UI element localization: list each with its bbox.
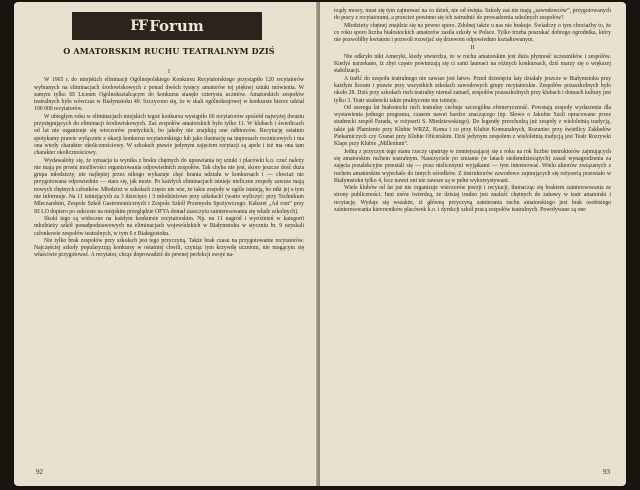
paragraph: Nie tylko brak zespołów przy szkołach jest tego przyczyną. Także brak czasu na przygotowanie recytatorów. Najczęściej szkoły popularyzują konkursy w ostatniej chwili, czyniąc tym krzywdę uczniom, nie mogącym się właściwie przygotować. A recytator, chcąc doprowadzić do pewnej perfekcji swoje na- — [34, 237, 304, 259]
paragraph: rządy mowy, musi się tym zajmować na co dzień, nie od święta. Szkoły zaś nie mają „zawodowców”, przygotowanych do pracy z recytatorami, a przecież powinno się ich zatrudnić do prowadzenia szkolnych zespołów? — [334, 8, 611, 22]
paragraph: Jedną z przyczyn tego stanu rzeczy upatruję w zmniejszającej się z roku na rok liczbie instruktorów zajmujących się amatorskim ruchem teatralnym. Nauczyciele po zmianie (w latach siedemdziesiątych) zasad wynagrodzenia za zajęcia pozalekcyjne przestali się — poza nielicznymi wyjątkami — tym interesować. Wielu aktorów związanych z ruchem amatorskim wyjechało do innych ośrodków. Z instruktorów zawodowo zajmujących się reżyserią pozostało w Białymstoku tylko 4, lecz nawet oni nie zawsze są w pełni wykorzystywani. — [334, 148, 611, 184]
article-title: O AMATORSKIM RUCHU TEATRALNYM DZIŚ — [63, 46, 275, 56]
left-page — [14, 2, 318, 486]
paragraph: W ubiegłym roku w eliminacjach miejskich tegoż konkursu wystąpiło 60 recytatorów spośród najwyżej dwustu przystępujących do eliminacji środowiskowych. Zaś zespołów amatorskich było tylko 11. W klubach i świetlicach od lat nie organizuje się wieczorów poetyckich, bo jakoby nie znajdują one odbiorców. Recytację ostatnio spotykamy prawie wyłącznie z okazji konkursu recytatorskiego lub jako ilustrację na imprezach rocznicowych i ma ona wtedy charakter okolicznościowy. W szkołach prawie jedynym zajęciem recytacji są apele i też ma ona tam charakter okolicznościowy. — [34, 113, 304, 157]
page-number: 93 — [603, 468, 610, 476]
page-number: 92 — [36, 468, 43, 476]
forum-header-title: Forum — [149, 17, 204, 35]
right-page-text — [334, 8, 611, 464]
section-number: I — [168, 69, 170, 75]
forum-header — [72, 12, 262, 40]
paragraph: Od szeregu lat białostocki ruch teatralny cechuje szczególna efemeryczność. Powstają zespoły wydarzenia dla wystawienia jednego programu, czasem nawet bardzo znaczącego (np. Słowo o Jakubie Szeli opracowane przez studencki zespół Parada, w reżyserii S. Miedziewskiego). Do legendy przechodzą już zespoły z wieloletnią tradycją, takie jak Plamienie przy Klubie WRZZ, Koma i co przy Klubie Komunalnych, Rozuniec przy świetlicy Zakładów Piekarniczych czy Granat przy Klubie Oficerskim. Dziś jedynym zespołem z wieloletnią tradycją jest Teatr Rozrywki Klaps przy Klubie „Millenium”. — [334, 104, 611, 148]
paragraph: A trafić do zespołu teatralnego nie zawsze jest łatwo. Przed dziesięciu laty działały jeszcze w Białymstoku przy każdym liceum i prawie przy wszystkich szkołach zawodowych grupy recytatorskie. Zespołów pozaszkolnych było około 28. Dziś przy szkołach ruch teatralny niemal zamarł, zespołów pozaszkolnych przy klubach i domach kultury jest tylko 3. Teatr studencki także praktycznie nie istnieje. — [334, 75, 611, 104]
paragraph: Młodzieży chętnej znajdzie się na pewno sporo. Zdolnej także u nas nie brakuje. Świadczy o tym chociażby to, że co roku sporo liczba białostockich amatorów zasila szkoły w Polsce. Tylko trzeba poszukać dobrego ogrodnika, który nie pozwoliłby kwiatom i pozwoli rozwijać się drzewom odpowiednio kształtowanym. — [334, 22, 611, 44]
paragraph: Skoki tego są widoczne na każdym konkursie recytatorskim. Np. na 11 nagród i wyróżnień w kategorii młodzieży szkół ponadpodstawowych na eliminacjach wojewódzkich w Białymstoku w styczniu br. 9 uzyskali członkowie zespołów teatralnych, w tym 6 z Białegostoku. — [34, 215, 304, 237]
section-number: II — [470, 45, 475, 52]
left-page-text — [34, 68, 304, 464]
paragraph: Wydawałoby się, że sytuacja ta wynika z braku chętnych do uprawiania tej sztuki i placówki k.o. czuć należy nie mają po prostu możliwości organizowania odpowiednich zespołów. Tak chyba nie jest, skoro jeszcze dość duża grupa młodzieży, nie najlepiej przez nikogo wykazuje chęć brania udziału w konkursach i — chociaż nie przygotowana odpowiednio — stara się, jak może. Po każdych eliminacjach istnieje nieliczne zespoły zawsze mają nowych chętnych członków. Młodzież w szkołach często nie wie, że takie zespoły w ogóle istnieją, bo nikt jej o tym nie informuje. Na 11 istniejących za 3 dziecięce i 3 młodzieżowe przy szkołach! (warto wyliczyć: przy Technikum Mleczarskim, Zespole Szkół Gastronomicznych i Zespole Szkół Przemysłu Spożywczego. Kabaret „Ad rem” przy III LO dopiero po sukcesie na miejskim przeglądzie OFTA domał zaszczytu zainteresowania się władz szkolnych). — [34, 157, 304, 215]
paragraph: W 1965 r. do miejskich eliminacji Ogólnopolskiego Konkursu Recytatorskiego przystąpiło 120 recytatorów wybranych na eliminacjach środowiskowych z ponad dwóch tysięcy amatorów tej pięknej sztuki mówienia. W samym tylko III Liceum Ogólnokształcącym do konkursu stanęło czterystu uczniów. Amatorskich zespołów teatralnych było wówczas w Białymstoku 40. Szczycono się, że w skali ogólnokrajowej w konkursie bierze udział 100 000 recytatorów. — [34, 77, 304, 113]
right-page — [320, 2, 626, 486]
forum-logo-mark: FF — [130, 18, 147, 34]
paragraph: Wiele klubów od lat już nie organizuje wieczorów poezji i recytacji, tłumacząc się brakiem zainteresowania ze strony publiczności. Inni znów twierdzą, że dzisiaj trudno jest znaleźć chętnych do zabawy w teatr amatorski i recytację. Wydaje się wszakże, iż główną przyczyną zamierania ruchu amatorskiego jest brak osobistego zainteresowania kierowników placówek k.o. i dyrekcji szkół pracą zespołów teatralnych. Powoływane są one — [334, 185, 611, 214]
paragraph: Nie odkryło nikt Ameryki, kiedy stwierdza, że w ruchu amatorskim jest duża płynność uczestników i zespołów. Kiedyś narzekano, iż zbyt często powtarzają się ci sami laureaci na różnych konkursach, dziś marzy się o większej stabilizacji. — [334, 53, 611, 75]
